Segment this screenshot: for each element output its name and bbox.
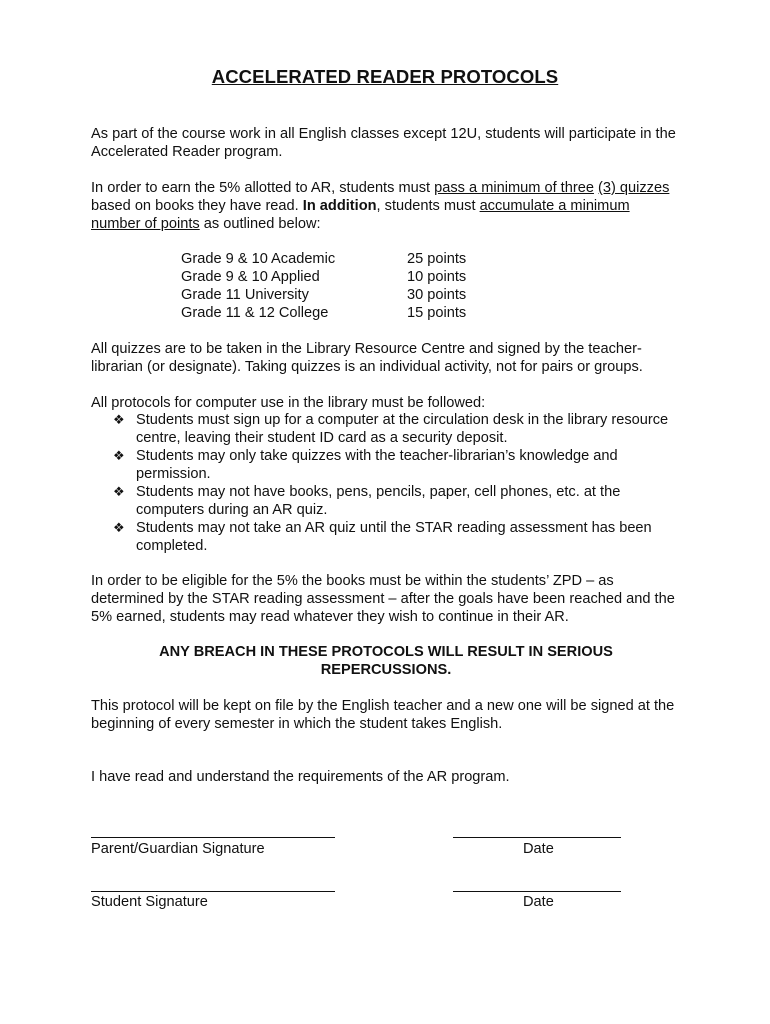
parent-date-label: Date bbox=[523, 841, 554, 857]
grade-name: Grade 11 University bbox=[181, 287, 309, 303]
protocol-text: Students must sign up for a computer at the circulation desk in the library resource centre, leaving their student ID card as a security deposit. bbox=[136, 412, 669, 446]
parent-signature-line[interactable] bbox=[91, 837, 335, 838]
student-signature-line[interactable] bbox=[91, 891, 335, 892]
student-signature-label: Student Signature bbox=[91, 894, 208, 910]
diamond-bullet-icon: ❖ bbox=[113, 520, 125, 535]
breach-warning-text: ANY BREACH IN THESE PROTOCOLS WILL RESULT IN SERIOUS REPERCUSSIONS. bbox=[159, 644, 613, 678]
requirement-underline-min-three: pass a minimum of three bbox=[434, 180, 594, 196]
requirement-text-5: as outlined below: bbox=[199, 216, 321, 232]
grade-row bbox=[181, 286, 527, 304]
breach-warning bbox=[91, 643, 681, 679]
acknowledgement-statement: I have read and understand the requirements of the AR program. bbox=[91, 769, 510, 785]
requirement-text-1: In order to earn the 5% allotted to AR, students must bbox=[91, 180, 435, 196]
list-item bbox=[113, 519, 683, 555]
protocol-text: Students may not take an AR quiz until the STAR reading assessment has been completed. bbox=[136, 520, 652, 554]
diamond-bullet-icon: ❖ bbox=[113, 412, 125, 427]
requirement-bold-in-addition: In addition bbox=[302, 198, 377, 214]
parent-signature-label: Parent/Guardian Signature bbox=[91, 841, 265, 857]
student-date-line[interactable] bbox=[453, 891, 621, 892]
intro-paragraph: As part of the course work in all English classes except 12U, students will participate in the Accelerated Reader program. bbox=[91, 126, 676, 160]
grade-name: Grade 11 & 12 College bbox=[181, 305, 329, 321]
diamond-bullet-icon: ❖ bbox=[113, 448, 125, 463]
protocol-text: Students may not have books, pens, pencils, paper, cell phones, etc. at the computers during an AR quiz. bbox=[136, 484, 621, 518]
requirement-underline-quizzes: (3) quizzes bbox=[598, 180, 670, 196]
parent-date-line[interactable] bbox=[453, 837, 621, 838]
grade-name: Grade 9 & 10 Applied bbox=[181, 269, 320, 285]
grade-row bbox=[181, 250, 527, 268]
requirement-text-4: , students must bbox=[376, 198, 480, 214]
student-date-label: Date bbox=[523, 894, 554, 910]
grade-row bbox=[181, 304, 527, 322]
requirement-text-3: based on books they have read. bbox=[91, 198, 303, 214]
file-note-paragraph: This protocol will be kept on file by the English teacher and a new one will be signed at the beginning of every semester in which the student takes English. bbox=[91, 698, 675, 732]
grade-points-table bbox=[181, 250, 527, 322]
document-title: ACCELERATED READER PROTOCOLS bbox=[211, 66, 559, 87]
quizzes-paragraph: All quizzes are to be taken in the Library Resource Centre and signed by the teacher-librarian (or designate). Taking quizzes is an individual activity, not for pairs or groups. bbox=[91, 341, 643, 375]
diamond-bullet-icon: ❖ bbox=[113, 484, 125, 499]
requirement-underline-points: accumulate a minimum number of points bbox=[91, 198, 630, 232]
protocol-text: Students may only take quizzes with the teacher-librarian’s knowledge and permission. bbox=[136, 448, 618, 482]
protocols-list bbox=[113, 411, 683, 555]
list-item bbox=[113, 483, 683, 519]
requirement-paragraph bbox=[91, 179, 681, 233]
list-item bbox=[113, 411, 683, 447]
grade-name: Grade 9 & 10 Academic bbox=[181, 251, 336, 267]
grade-points: 30 points bbox=[407, 287, 467, 303]
eligibility-paragraph: In order to be eligible for the 5% the books must be within the students’ ZPD – as determined by the STAR reading assessment – after the goals have been reached and the 5% earned, students may read whatever they wish to continue in their AR. bbox=[91, 573, 675, 625]
list-item bbox=[113, 447, 683, 483]
grade-points: 10 points bbox=[407, 269, 467, 285]
grade-row bbox=[181, 268, 527, 286]
protocols-intro: All protocols for computer use in the library must be followed: bbox=[91, 395, 486, 411]
grade-points: 15 points bbox=[407, 305, 467, 321]
grade-points: 25 points bbox=[407, 251, 467, 267]
